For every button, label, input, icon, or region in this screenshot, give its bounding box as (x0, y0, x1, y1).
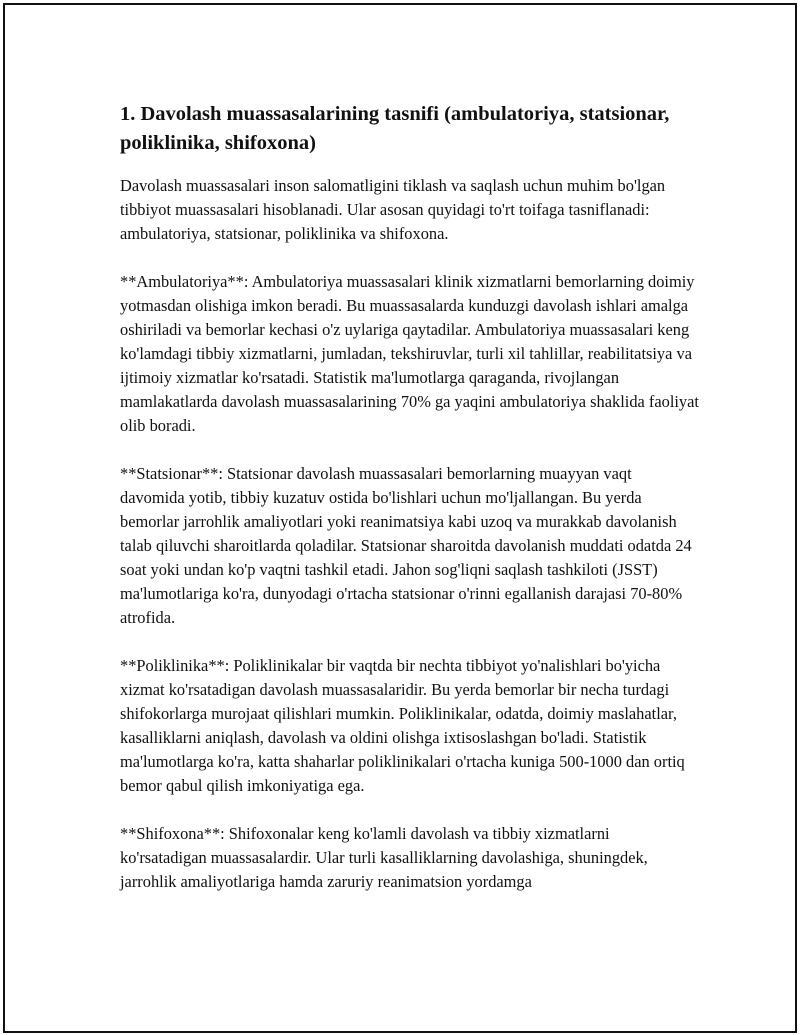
document-body (120, 100, 700, 918)
page-frame (3, 3, 797, 1033)
shifoxona-paragraph: **Shifoxona**: Shifoxonalar keng ko'lamli davolash va tibbiy xizmatlarni ko'rsatadigan muassasalardir. Ular turli kasalliklarning davolashiga, shuningdek, jarrohlik amaliyotlariga hamda zaruriy reanimatsion yordamga (120, 824, 648, 891)
intro-paragraph: Davolash muassasalari inson salomatligini tiklash va saqlash uchun muhim bo'lgan tibbiyot muassasalari hisoblanadi. Ular asosan quyidagi to'rt toifaga tasniflanadi: ambulatoriya, statsionar, poliklinika va shifoxona. (120, 176, 666, 243)
statsionar-paragraph: **Statsionar**: Statsionar davolash muassasalari bemorlarning muayyan vaqt davomida yotib, tibbiy kuzatuv ostida bo'lishlari uchun mo'ljallangan. Bu yerda bemorlar jarrohlik amaliyotlari yoki reanimatsiya kabi uzoq va murakkab davolanish talab qiluvchi sharoitlarda qoladilar. Statsionar sharoitda davolanish muddati odatda 24 soat yoki undan ko'p vaqtni tashkil etadi. Jahon sog'liqni saqlash tashkiloti (JSST) ma'lumotlariga ko'ra, dunyodagi o'rtacha statsionar o'rinni egallanish darajasi 70-80% atrofida. (120, 464, 692, 627)
ambulatoriya-paragraph: **Ambulatoriya**: Ambulatoriya muassasalari klinik xizmatlarni bemorlarning doimiy yotmasdan olishiga imkon beradi. Bu muassasalarda kunduzgi davolash ishlari amalga oshiriladi va bemorlar kechasi o'z uylariga qaytadilar. Ambulatoriya muassasalari keng ko'lamdagi tibbiy xizmatlarni, jumladan, tekshiruvlar, turli xil tahlillar, reabilitatsiya va ijtimoiy xizmatlar ko'rsatadi. Statistik ma'lumotlarga qaraganda, rivojlangan mamlakatlarda davolash muassasalarining 70% ga yaqini ambulatoriya shaklida faoliyat olib boradi. (120, 272, 699, 435)
section-heading: 1. Davolash muassasalarining tasnifi (ambulatoriya, statsionar, poliklinika, shifoxona) (120, 103, 670, 154)
poliklinika-paragraph: **Poliklinika**: Poliklinikalar bir vaqtda bir nechta tibbiyot yo'nalishlari bo'yicha xizmat ko'rsatadigan davolash muassasalaridir. Bu yerda bemorlar bir necha turdagi shifokorlarga murojaat qilishlari mumkin. Poliklinikalar, odatda, doimiy maslahatlar, kasalliklarni aniqlash, davolash va oldini olishga ixtisoslashgan bo'ladi. Statistik ma'lumotlarga ko'ra, katta shaharlar poliklinikalari o'rtacha kuniga 500-1000 dan ortiq bemor qabul qilish imkoniyatiga ega. (120, 656, 685, 795)
